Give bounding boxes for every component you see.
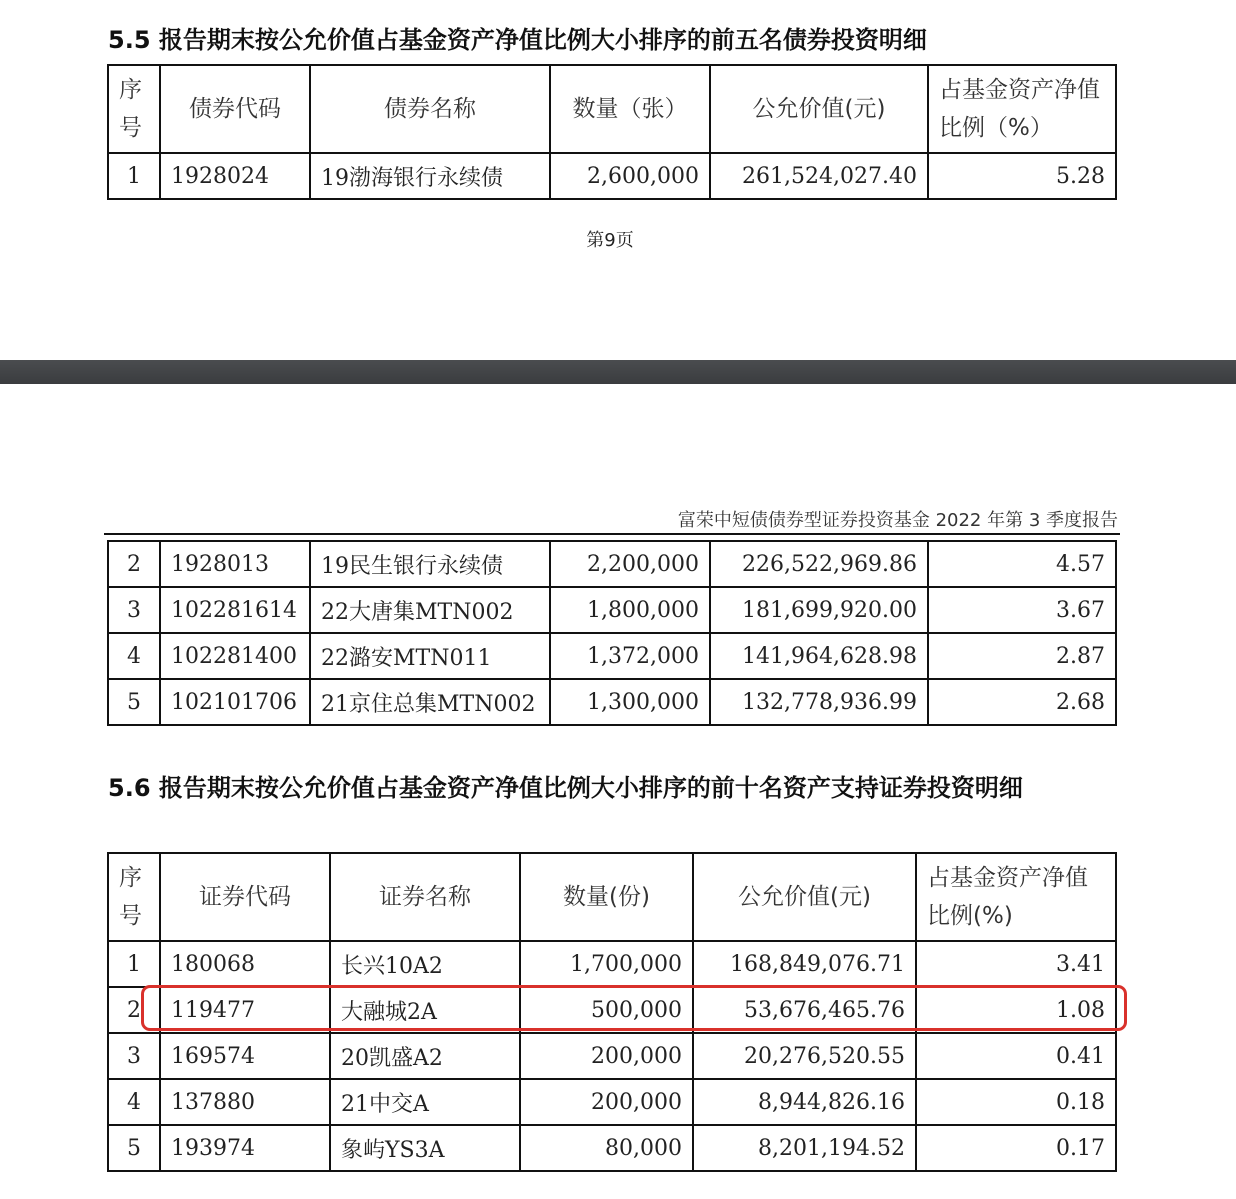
cell-name: 象屿YS3A — [330, 1125, 520, 1171]
cell-quantity: 1,700,000 — [520, 941, 693, 987]
cell-code: 180068 — [160, 941, 330, 987]
cell-seq: 5 — [108, 679, 160, 725]
col-header-name: 债券名称 — [310, 65, 550, 153]
cell-quantity: 2,200,000 — [550, 541, 710, 587]
cell-seq: 1 — [108, 153, 160, 199]
col-header-seq: 序号 — [108, 853, 160, 941]
cell-fair-value: 20,276,520.55 — [693, 1033, 916, 1079]
page-top — [0, 0, 1236, 360]
table-row — [108, 679, 1116, 725]
table-header-row — [108, 853, 1116, 941]
section-title-5-6: 5.6 报告期末按公允价值占基金资产净值比例大小排序的前十名资产支持证券投资明细 — [108, 774, 1023, 802]
bond-table-part-1 — [107, 64, 1117, 200]
page-bottom — [0, 384, 1236, 1199]
cell-ratio: 3.41 — [916, 941, 1116, 987]
cell-quantity: 1,300,000 — [550, 679, 710, 725]
cell-name: 22大唐集MTN002 — [310, 587, 550, 633]
cell-ratio: 4.57 — [928, 541, 1116, 587]
header-rule — [104, 533, 1120, 535]
cell-name: 大融城2A — [330, 987, 520, 1033]
cell-quantity: 1,372,000 — [550, 633, 710, 679]
cell-ratio: 0.18 — [916, 1079, 1116, 1125]
cell-name: 21中交A — [330, 1079, 520, 1125]
cell-seq: 3 — [108, 1033, 160, 1079]
cell-seq: 2 — [108, 541, 160, 587]
col-header-quantity: 数量（张） — [550, 65, 710, 153]
col-header-seq: 序号 — [108, 65, 160, 153]
cell-name: 长兴10A2 — [330, 941, 520, 987]
cell-seq: 1 — [108, 941, 160, 987]
cell-ratio: 2.68 — [928, 679, 1116, 725]
cell-seq: 2 — [108, 987, 160, 1033]
table-row — [108, 633, 1116, 679]
cell-seq: 4 — [108, 1079, 160, 1125]
table-header-row — [108, 65, 1116, 153]
col-header-fair-value: 公允价值(元) — [710, 65, 928, 153]
cell-fair-value: 8,944,826.16 — [693, 1079, 916, 1125]
cell-code: 102281400 — [160, 633, 310, 679]
cell-name: 19渤海银行永续债 — [310, 153, 550, 199]
col-header-fair-value: 公允价值(元) — [693, 853, 916, 941]
cell-code: 102281614 — [160, 587, 310, 633]
page-separator — [0, 360, 1236, 384]
col-header-ratio: 占基金资产净值比例（%） — [928, 65, 1116, 153]
table-row — [108, 1033, 1116, 1079]
cell-fair-value: 53,676,465.76 — [693, 987, 916, 1033]
cell-ratio: 0.17 — [916, 1125, 1116, 1171]
section-title-5-5: 5.5 报告期末按公允价值占基金资产净值比例大小排序的前五名债券投资明细 — [108, 26, 927, 54]
cell-quantity: 1,800,000 — [550, 587, 710, 633]
abs-table — [107, 852, 1117, 1172]
cell-seq: 4 — [108, 633, 160, 679]
table-row — [108, 587, 1116, 633]
cell-name: 22潞安MTN011 — [310, 633, 550, 679]
cell-seq: 3 — [108, 587, 160, 633]
col-header-code: 债券代码 — [160, 65, 310, 153]
cell-ratio: 3.67 — [928, 587, 1116, 633]
cell-code: 1928013 — [160, 541, 310, 587]
cell-quantity: 200,000 — [520, 1033, 693, 1079]
cell-code: 193974 — [160, 1125, 330, 1171]
cell-code: 1928024 — [160, 153, 310, 199]
cell-quantity: 2,600,000 — [550, 153, 710, 199]
cell-fair-value: 261,524,027.40 — [710, 153, 928, 199]
cell-fair-value: 132,778,936.99 — [710, 679, 928, 725]
cell-code: 137880 — [160, 1079, 330, 1125]
cell-seq: 5 — [108, 1125, 160, 1171]
table-row — [108, 1079, 1116, 1125]
col-header-ratio: 占基金资产净值比例(%) — [916, 853, 1116, 941]
table-row — [108, 1125, 1116, 1171]
col-header-code: 证券代码 — [160, 853, 330, 941]
page-number: 第9页 — [586, 230, 634, 251]
table-row-highlighted — [108, 987, 1116, 1033]
table-row — [108, 941, 1116, 987]
col-header-name: 证券名称 — [330, 853, 520, 941]
cell-name: 20凯盛A2 — [330, 1033, 520, 1079]
table-row — [108, 541, 1116, 587]
cell-ratio: 1.08 — [916, 987, 1116, 1033]
cell-ratio: 0.41 — [916, 1033, 1116, 1079]
cell-code: 102101706 — [160, 679, 310, 725]
cell-quantity: 500,000 — [520, 987, 693, 1033]
running-header: 富荣中短债债券型证券投资基金 2022 年第 3 季度报告 — [677, 510, 1118, 531]
cell-fair-value: 168,849,076.71 — [693, 941, 916, 987]
cell-name: 21京住总集MTN002 — [310, 679, 550, 725]
cell-quantity: 200,000 — [520, 1079, 693, 1125]
table-row — [108, 153, 1116, 199]
cell-name: 19民生银行永续债 — [310, 541, 550, 587]
cell-code: 119477 — [160, 987, 330, 1033]
col-header-quantity: 数量(份) — [520, 853, 693, 941]
cell-fair-value: 141,964,628.98 — [710, 633, 928, 679]
cell-fair-value: 181,699,920.00 — [710, 587, 928, 633]
cell-fair-value: 8,201,194.52 — [693, 1125, 916, 1171]
bond-table-part-2 — [107, 540, 1117, 726]
cell-fair-value: 226,522,969.86 — [710, 541, 928, 587]
cell-code: 169574 — [160, 1033, 330, 1079]
cell-quantity: 80,000 — [520, 1125, 693, 1171]
cell-ratio: 5.28 — [928, 153, 1116, 199]
cell-ratio: 2.87 — [928, 633, 1116, 679]
